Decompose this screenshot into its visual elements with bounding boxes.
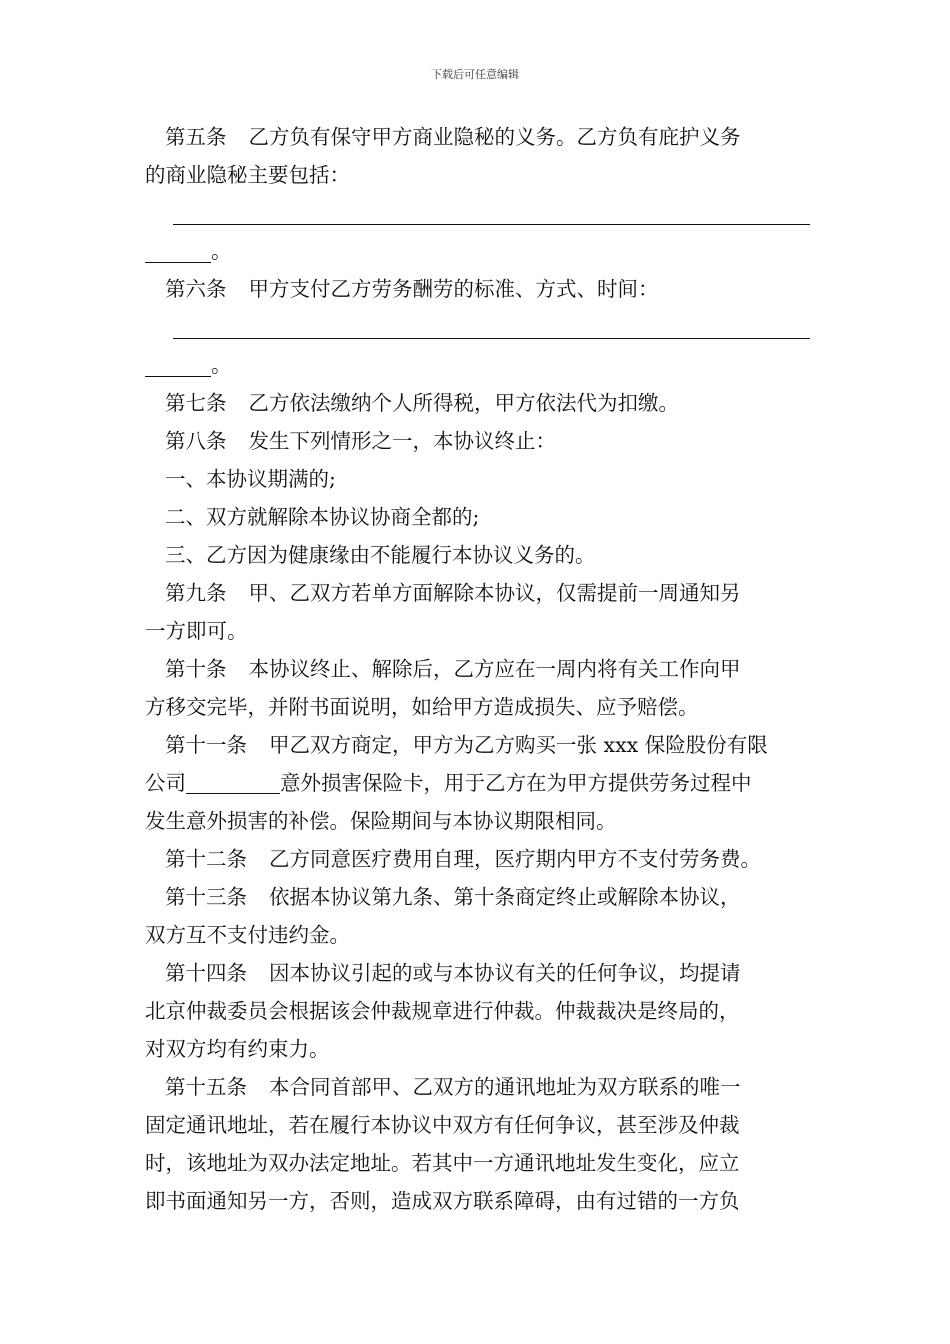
- article-13: [145, 878, 810, 916]
- article-10-number: 第十条: [165, 657, 227, 681]
- article-7-number: 第七条: [165, 391, 227, 415]
- article-9-number: 第九条: [165, 581, 227, 605]
- article-11-cont: 公司 意外损害保险卡，用于乙方在为甲方提供劳务过程中: [145, 771, 752, 795]
- article-9-text: 甲、乙双方若单方面解除本协议，仅需提前一周通知另: [248, 581, 741, 605]
- article-15-cont-2: 时，该地址为双办法定地址。若其中一方通讯地址发生变化，应立: [145, 1151, 740, 1175]
- list-item-2: 二、双方就解除本协议协商全都的;: [165, 505, 480, 529]
- article-11-text: 甲乙双方商定，甲方为乙方购买一张 xxx 保险股份有限: [269, 733, 768, 757]
- article-7-text: 乙方依法缴纳个人所得税，甲方依法代为扣缴。: [248, 391, 679, 415]
- article-13-number: 第十三条: [165, 885, 247, 909]
- article-6-fill-end: 。: [145, 346, 810, 384]
- article-14-cont: 北京仲裁委员会根据该会仲裁规章进行仲裁。仲裁裁决是终局的，: [145, 999, 740, 1023]
- article-10-text: 本协议终止、解除后，乙方应在一周内将有关工作向甲: [248, 657, 741, 681]
- article-8: [145, 422, 810, 460]
- article-9: [145, 574, 810, 612]
- article-15-number: 第十五条: [165, 1075, 247, 1099]
- article-11-cont-2: 发生意外损害的补偿。保险期间与本协议期限相同。: [145, 809, 617, 833]
- article-10: [145, 650, 810, 688]
- article-13-text: 依据本协议第九条、第十条商定终止或解除本协议，: [269, 885, 741, 909]
- article-5-number: 第五条: [165, 125, 227, 149]
- article-14-number: 第十四条: [165, 961, 247, 985]
- article-7: [145, 384, 810, 422]
- page-header: 下载后可任意编辑: [431, 68, 519, 81]
- article-12-text: 乙方同意医疗费用自理，医疗期内甲方不支付劳务费。: [269, 847, 761, 871]
- article-8-text: 发生下列情形之一，本协议终止：: [248, 429, 556, 453]
- article-8-number: 第八条: [165, 429, 227, 453]
- article-12: [145, 840, 810, 878]
- list-item-3: 三、乙方因为健康缘由不能履行本协议义务的。: [165, 543, 596, 567]
- article-9-cont: 一方即可。: [145, 619, 248, 643]
- article-11: [145, 726, 810, 764]
- article-14-text: 因本协议引起的或与本协议有关的任何争议，均提请: [269, 961, 741, 985]
- list-item-1: 一、本协议期满的;: [165, 467, 336, 491]
- article-6-number: 第六条: [165, 277, 227, 301]
- article-15-text: 本合同首部甲、乙双方的通讯地址为双方联系的唯一: [269, 1075, 741, 1099]
- article-6: [145, 270, 810, 308]
- article-5-text: 乙方负有保守甲方商业隐秘的义务。乙方负有庇护义务: [248, 125, 741, 149]
- article-5: [145, 118, 810, 156]
- article-14: [145, 954, 810, 992]
- article-5-fill-end: 。: [145, 232, 810, 270]
- insurance-blank: [186, 769, 280, 794]
- article-11-number: 第十一条: [165, 733, 247, 757]
- article-15-cont-3: 即书面通知另一方，否则，造成双方联系障碍，由有过错的一方负: [145, 1189, 740, 1213]
- article-14-cont-2: 对双方均有约束力。: [145, 1037, 330, 1061]
- article-6-text: 甲方支付乙方劳务酬劳的标准、方式、时间：: [248, 277, 659, 301]
- article-15: [145, 1068, 810, 1106]
- article-10-cont: 方移交完毕，并附书面说明，如给甲方造成损失、应予赔偿。: [145, 695, 699, 719]
- document-body: [145, 118, 810, 1220]
- article-15-cont: 固定通讯地址，若在履行本协议中双方有任何争议，甚至涉及仲裁: [145, 1113, 740, 1137]
- article-13-cont: 双方互不支付违约金。: [145, 923, 350, 947]
- article-6-fill-line: [145, 308, 810, 346]
- article-5-cont: 的商业隐秘主要包括：: [145, 163, 350, 187]
- article-12-number: 第十二条: [165, 847, 247, 871]
- article-5-fill-line: [145, 194, 810, 232]
